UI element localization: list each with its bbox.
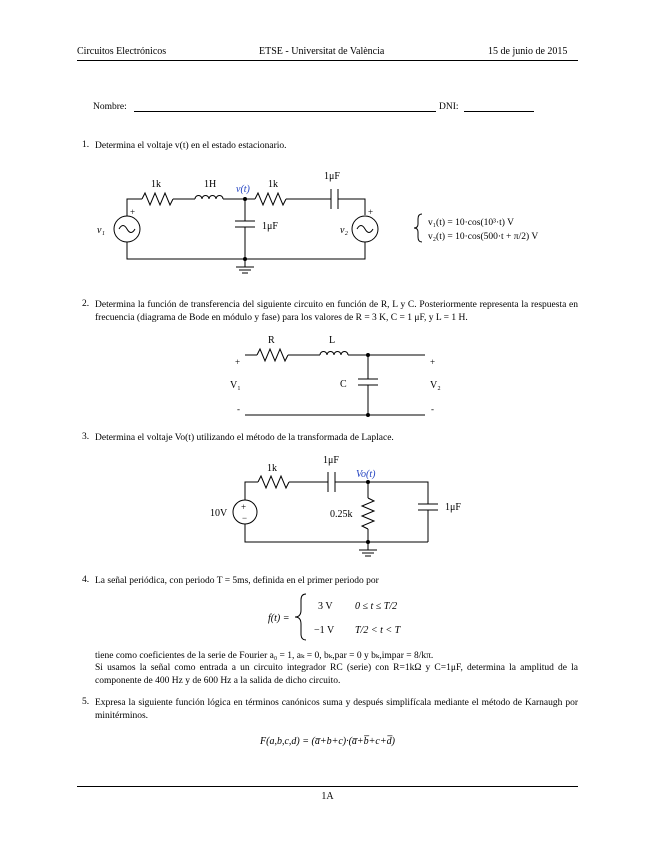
- header-institution: ETSE - Universitat de València: [259, 46, 385, 57]
- c1-l1-label: 1H: [204, 179, 217, 190]
- c3-c1-label: 1μF: [323, 455, 339, 466]
- problem-2-text: Determina la función de transferencia del siguiente circuito en función de R, L y C. Posteriormente representa la respuesta en frecuencia (diagrama de Bode en módulo y fase) para los valores de R = 3 K, C = 1 μF, y L = 1 H.: [95, 300, 578, 323]
- c3-src-label: 10V: [210, 508, 228, 519]
- header-rule: [77, 60, 578, 61]
- c1-src1-label: v₁: [97, 225, 105, 236]
- problem-1-number: 1.: [82, 140, 90, 150]
- problem-1-text: Determina el voltaje v(t) en el estado estacionario.: [95, 141, 287, 151]
- svg-text:+: +: [368, 207, 374, 217]
- c2-vin-label: V₁: [230, 380, 241, 391]
- problem-4-text: La señal periódica, con periodo T = 5ms, definida en el primer periodo por: [95, 576, 379, 586]
- c1-r1-label: 1k: [151, 179, 161, 190]
- problem-5-formula: F(a,b,c,d) = (a̅+b+c)·(a̅+b̅+c+d̅): [260, 736, 395, 747]
- header-course: Circuitos Electrónicos: [77, 46, 167, 57]
- c1-cmid-label: 1μF: [262, 221, 278, 232]
- dni-label: DNI:: [439, 102, 459, 112]
- c2-vout-label: V₂: [430, 380, 441, 391]
- c3-c2-label: 1μF: [445, 502, 461, 513]
- svg-text:+: +: [130, 207, 136, 217]
- case1-value: 3 V: [318, 601, 333, 612]
- c1-eq2: v₂(t) = 10·cos(500·t + π/2) V: [428, 232, 539, 242]
- c2-vin-minus: -: [237, 404, 240, 414]
- footer-rule: [77, 786, 578, 787]
- header-date: 15 de junio de 2015: [488, 46, 568, 57]
- c1-eq1: v₁(t) = 10·cos(10³·t) V: [428, 218, 515, 228]
- problem-2-number: 2.: [82, 299, 90, 309]
- c2-c-label: C: [340, 379, 347, 390]
- problem-5-number: 5.: [82, 697, 90, 707]
- case2-cond: T/2 < t < T: [355, 625, 401, 636]
- problem-5-text: Expresa la siguiente función lógica en términos canónicos suma y después simplifícala mediante el método de Karnaugh por minitérminos.: [95, 698, 578, 721]
- problem-4-question: Si usamos la señal como entrada a un circuito integrador RC (serie) con R=1kΩ y C=1μF, determina la amplitud de la componente de 400 Hz y de 600 Hz a la salida de dicho circuito.: [95, 663, 578, 686]
- c3-r1-label: 1k: [267, 463, 277, 474]
- c2-vout-plus: +: [430, 357, 436, 367]
- c2-vin-plus: +: [235, 357, 241, 367]
- c2-r-label: R: [268, 335, 275, 346]
- page-number: 1A: [321, 791, 334, 802]
- problem-4-number: 4.: [82, 575, 90, 585]
- problem-4-coefficients: tiene como coeficientes de la serie de Fourier a₀ = 1, aₖ = 0, bₖ,par = 0 y bₖ,impar = 8/kπ.: [95, 651, 434, 661]
- problem-3-text: Determina el voltaje Vo(t) utilizando el método de la transformada de Laplace.: [95, 433, 394, 443]
- circuit-2: [225, 330, 450, 420]
- c1-src2-label: v₂: [340, 225, 348, 236]
- case2-value: −1 V: [314, 625, 335, 636]
- problem-3-number: 3.: [82, 432, 90, 442]
- dni-field[interactable]: [464, 111, 534, 112]
- name-field[interactable]: [134, 111, 436, 112]
- circuit-3: [200, 450, 480, 565]
- svg-text:+: +: [241, 502, 247, 512]
- svg-text:−: −: [242, 513, 248, 523]
- c1-r2-label: 1k: [268, 179, 278, 190]
- c1-node-label: v(t): [236, 184, 250, 195]
- c3-node-label: Vo(t): [356, 469, 376, 480]
- fx-label: f(t) =: [268, 613, 290, 624]
- c1-ctop-label: 1μF: [324, 171, 340, 182]
- circuit-1: [90, 163, 570, 278]
- c3-r2-label: 0.25k: [330, 509, 353, 520]
- name-label: Nombre:: [93, 102, 127, 112]
- case1-cond: 0 ≤ t ≤ T/2: [355, 601, 398, 612]
- c2-vout-minus: -: [431, 404, 434, 414]
- c2-l-label: L: [329, 335, 336, 346]
- piecewise-function: [260, 590, 420, 645]
